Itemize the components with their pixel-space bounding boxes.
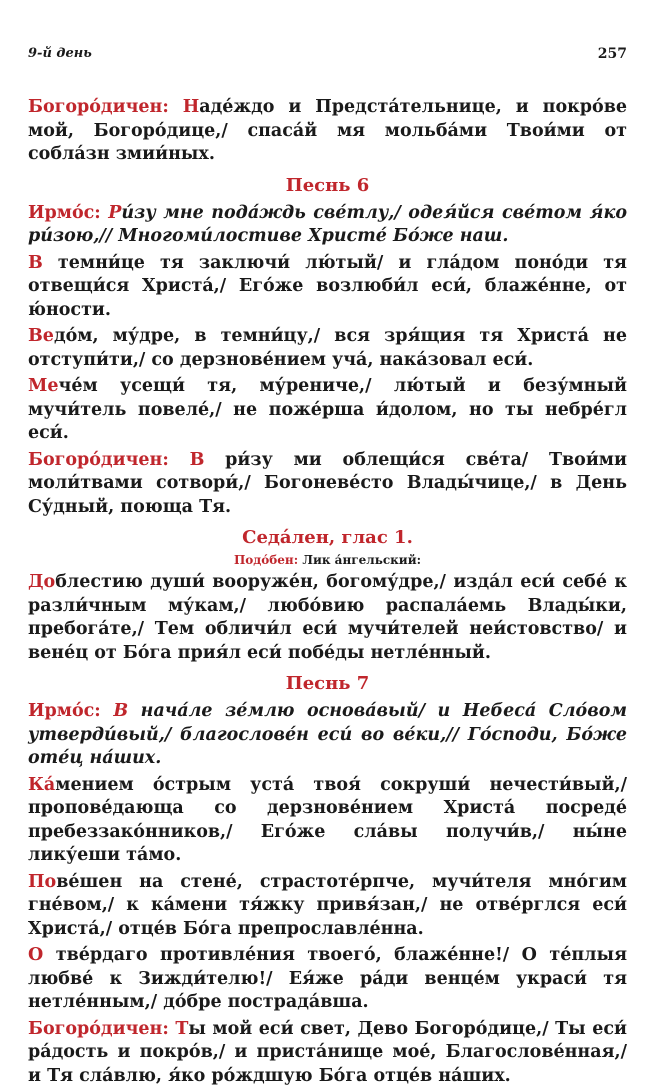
irmos-paragraph: [28, 700, 627, 771]
theotokion-paragraph: [28, 449, 627, 520]
verse-text: че́м усещи́ тя, му́рениче,/ лю́тый и безу́мный мучи́тель повеле́,/ не поже́рша и́долом, но ты небре́гл еси́.: [28, 376, 627, 443]
rubric-label: Ирмо́с:: [28, 701, 101, 721]
troparion-paragraph: [28, 944, 627, 1015]
running-head: [28, 46, 627, 62]
podoben-text: Лик а́нгельский:: [302, 553, 422, 567]
irmos-text: нача́ле зе́млю основа́вый/ и Небеса́ Сло́вом утверди́вый,/ благослове́н еси́ во ве́ки,// Го́споди, Бо́же оте́ц на́ших.: [28, 701, 628, 768]
verse-text: ́мением о́стрым уста́ твоя́ сокруши́ нечести́вый,/ пропове́дающа со дерзнове́нием Христа́ посреде́ пребеззако́нников,/ Его́же сла́вы получи́в,/ ны́не лику́еши та́мо.: [28, 774, 627, 865]
verse-text: ри́зу ми облещи́ся све́та/ Твои́ми моли́твами сотвори́,/ Богоневе́сто Влады́чице,/ в День Су́дный, поюща Тя.: [28, 449, 627, 517]
rubric-label: Богоро́дичен:: [28, 1018, 169, 1039]
verse-text: темни́це тя заключи́ лю́тый/ и гла́дом поно́ди тя отвещи́ся Христа́,/ Его́же возлюби́л еси́, блаже́нне, от ю́ности.: [28, 252, 627, 320]
troparion-paragraph: [28, 774, 627, 868]
sedalen-heading: Седа́лен, глас 1.: [242, 527, 413, 548]
verse-text: блестию души́ вооруже́н, богому́дре,/ изда́л еси́ себе́ к разли́чным му́кам,/ любо́вию распала́емь Влады́ки, пребога́те,/ Тем обличи́л еси́ мучи́телей неи́стовство/ и вене́ц от Бо́га прия́л еси́ побе́ды нетле́нный.: [28, 572, 627, 663]
initial-letter: Т: [175, 1018, 189, 1039]
initial-letter: По: [28, 871, 57, 892]
irmos-paragraph: [28, 202, 627, 249]
verse-text: ы мой еси́ свет, Дево Богоро́дице,/ Ты еси́ ра́дость и покро́в,/ и приста́нище мое́, Благослове́нная,/ и Тя сла́влю, я́ко ро́ждшую Бо́га отце́в на́ших.: [28, 1018, 628, 1086]
troparion-paragraph: [28, 871, 627, 942]
troparion-paragraph: [28, 252, 627, 323]
podoben-label: Подо́бен:: [233, 553, 299, 567]
page-number: 257: [597, 46, 627, 62]
ode-6-heading: Песнь 6: [285, 174, 370, 196]
troparion-paragraph: [28, 325, 627, 372]
troparion-paragraph: [28, 375, 627, 446]
ode-7-heading: Песнь 7: [285, 673, 370, 694]
rubric-label: Ирмо́с:: [28, 202, 101, 223]
verse-text: ве́шен на стене́, страстоте́рпче, мучи́теля мно́гим гне́вом,/ к ка́мени тя́жку привя́зан,/ не отве́рглся еси́ Христа́,/ отце́в Бо́га препрославле́нна.: [28, 871, 627, 939]
verse-text: тве́рдаго противле́ния твоего́, блаже́нне!/ О те́плыя любве́ к Зижди́телю!/ Ея́же ра́ди венце́м украси́ тя нетле́нным,/ до́бре пострада́вша.: [28, 945, 627, 1012]
initial-letter: До: [28, 572, 56, 592]
initial-letter: Ка: [28, 774, 56, 795]
initial-letter: В: [189, 449, 205, 470]
initial-letter: Ме: [28, 376, 59, 396]
initial-letter: О: [28, 945, 44, 965]
text-body: [28, 96, 627, 1091]
irmos-text: и́зу мне пода́ждь све́тлу,/ одея́йся све́том я́ко ри́зою,// Многоми́лостиве Христе́ Бо́же наш.: [28, 202, 627, 246]
initial-letter: Ве: [28, 326, 54, 346]
theotokion-paragraph: [28, 1018, 627, 1089]
initial-letter: Р: [108, 202, 122, 223]
section-title: 9-й день: [28, 46, 92, 61]
podoben-line: [28, 552, 627, 568]
verse-text: аде́ждо и Предста́тельнице, и покро́ве мой, Богоро́дице,/ спаса́й мя мольба́ми Твои́ми от собла́зн змии́ных.: [28, 97, 627, 164]
initial-letter: В: [113, 701, 129, 721]
initial-letter: В: [28, 252, 43, 273]
rubric-label: Богоро́дичен:: [28, 97, 169, 117]
initial-letter: Н: [182, 97, 200, 117]
theotokion-paragraph: [28, 96, 627, 167]
rubric-label: Богоро́дичен:: [28, 449, 169, 470]
verse-text: до́м, му́дре, в темни́цу,/ вся зря́щия тя Христа́ не отступи́ти,/ со дерзнове́нием уча́, нака́зовал еси́.: [28, 326, 627, 370]
sedalen-paragraph: [28, 571, 627, 665]
